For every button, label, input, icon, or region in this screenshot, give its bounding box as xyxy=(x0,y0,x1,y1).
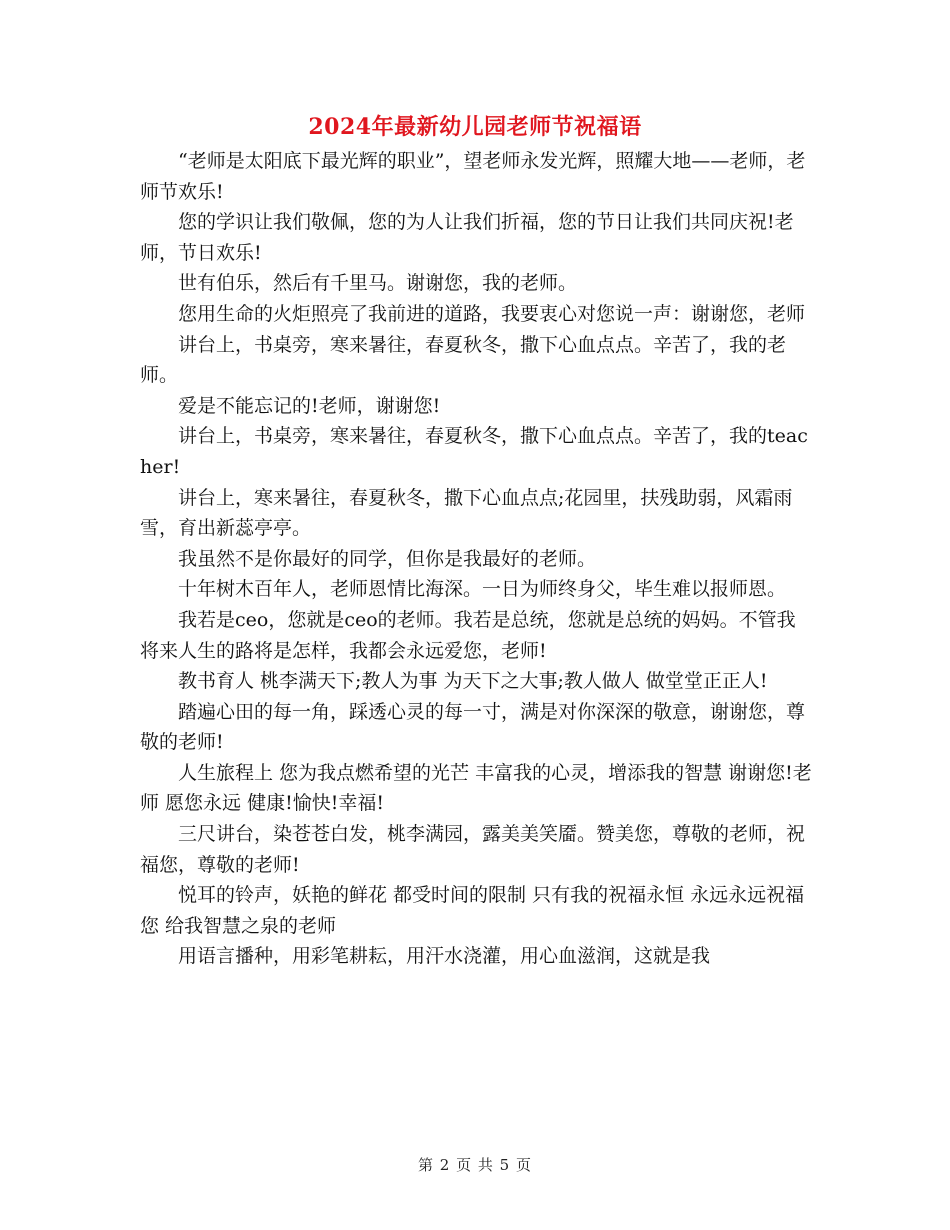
paragraph: 踏遍心田的每一角，踩透心灵的每一寸，满是对你深深的敬意，谢谢您，尊敬的老师! xyxy=(140,700,806,754)
paragraph: 讲台上，寒来暑往，春夏秋冬，撒下心血点点;花园里，扶残助弱，风霜雨雪，育出新蕊亭亭。 xyxy=(140,486,793,540)
document-body xyxy=(140,146,812,972)
paragraph: “老师是太阳底下最光辉的职业”，望老师永发光辉，照耀大地——老师，老师节欢乐! xyxy=(140,150,806,203)
paragraph: 教书育人 桃李满天下;教人为事 为天下之大事;教人做人 做堂堂正正人! xyxy=(178,670,768,693)
paragraph: 人生旅程上 您为我点燃希望的光芒 丰富我的心灵，增添我的智慧 谢谢您!老师 愿您永远 健康!愉快!幸福! xyxy=(140,761,812,815)
page-number-footer: 第 2 页 共 5 页 xyxy=(418,1156,532,1174)
paragraph: 我若是ceo，您就是ceo的老师。我若是总统，您就是总统的妈妈。不管我将来人生的路将是怎样，我都会永远爱您，老师! xyxy=(140,608,796,662)
paragraph: 十年树木百年人，老师恩情比海深。一日为师终身父，毕生难以报师恩。 xyxy=(178,578,787,601)
paragraph: 讲台上，书桌旁，寒来暑往，春夏秋冬，撒下心血点点。辛苦了，我的teacher! xyxy=(140,425,808,478)
paragraph: 我虽然不是你最好的同学，但你是我最好的老师。 xyxy=(178,547,597,570)
document-title: 2024年最新幼儿园老师节祝福语 xyxy=(308,114,642,140)
paragraph: 讲台上，书桌旁，寒来暑往，春夏秋冬，撒下心血点点。辛苦了，我的老师。 xyxy=(140,333,787,387)
paragraph: 您的学识让我们敬佩，您的为人让我们折福，您的节日让我们共同庆祝!老师，节日欢乐! xyxy=(140,211,794,264)
paragraph: 悦耳的铃声，妖艳的鲜花 都受时间的限制 只有我的祝福永恒 永远永远祝福您 给我智慧之泉的老师 xyxy=(140,884,805,937)
paragraph: 三尺讲台，染苍苍白发，桃李满园，露美美笑靥。赞美您，尊敬的老师，祝福您，尊敬的老师! xyxy=(140,823,806,876)
paragraph: 用语言播种，用彩笔耕耘，用汗水浇灌，用心血滋润，这就是我 xyxy=(178,945,711,968)
paragraph: 您用生命的火炬照亮了我前进的道路，我要衷心对您说一声：谢谢您，老师 xyxy=(178,302,806,325)
paragraph: 爱是不能忘记的!老师，谢谢您! xyxy=(178,394,441,417)
paragraph: 世有伯乐，然后有千里马。谢谢您，我的老师。 xyxy=(178,272,578,295)
